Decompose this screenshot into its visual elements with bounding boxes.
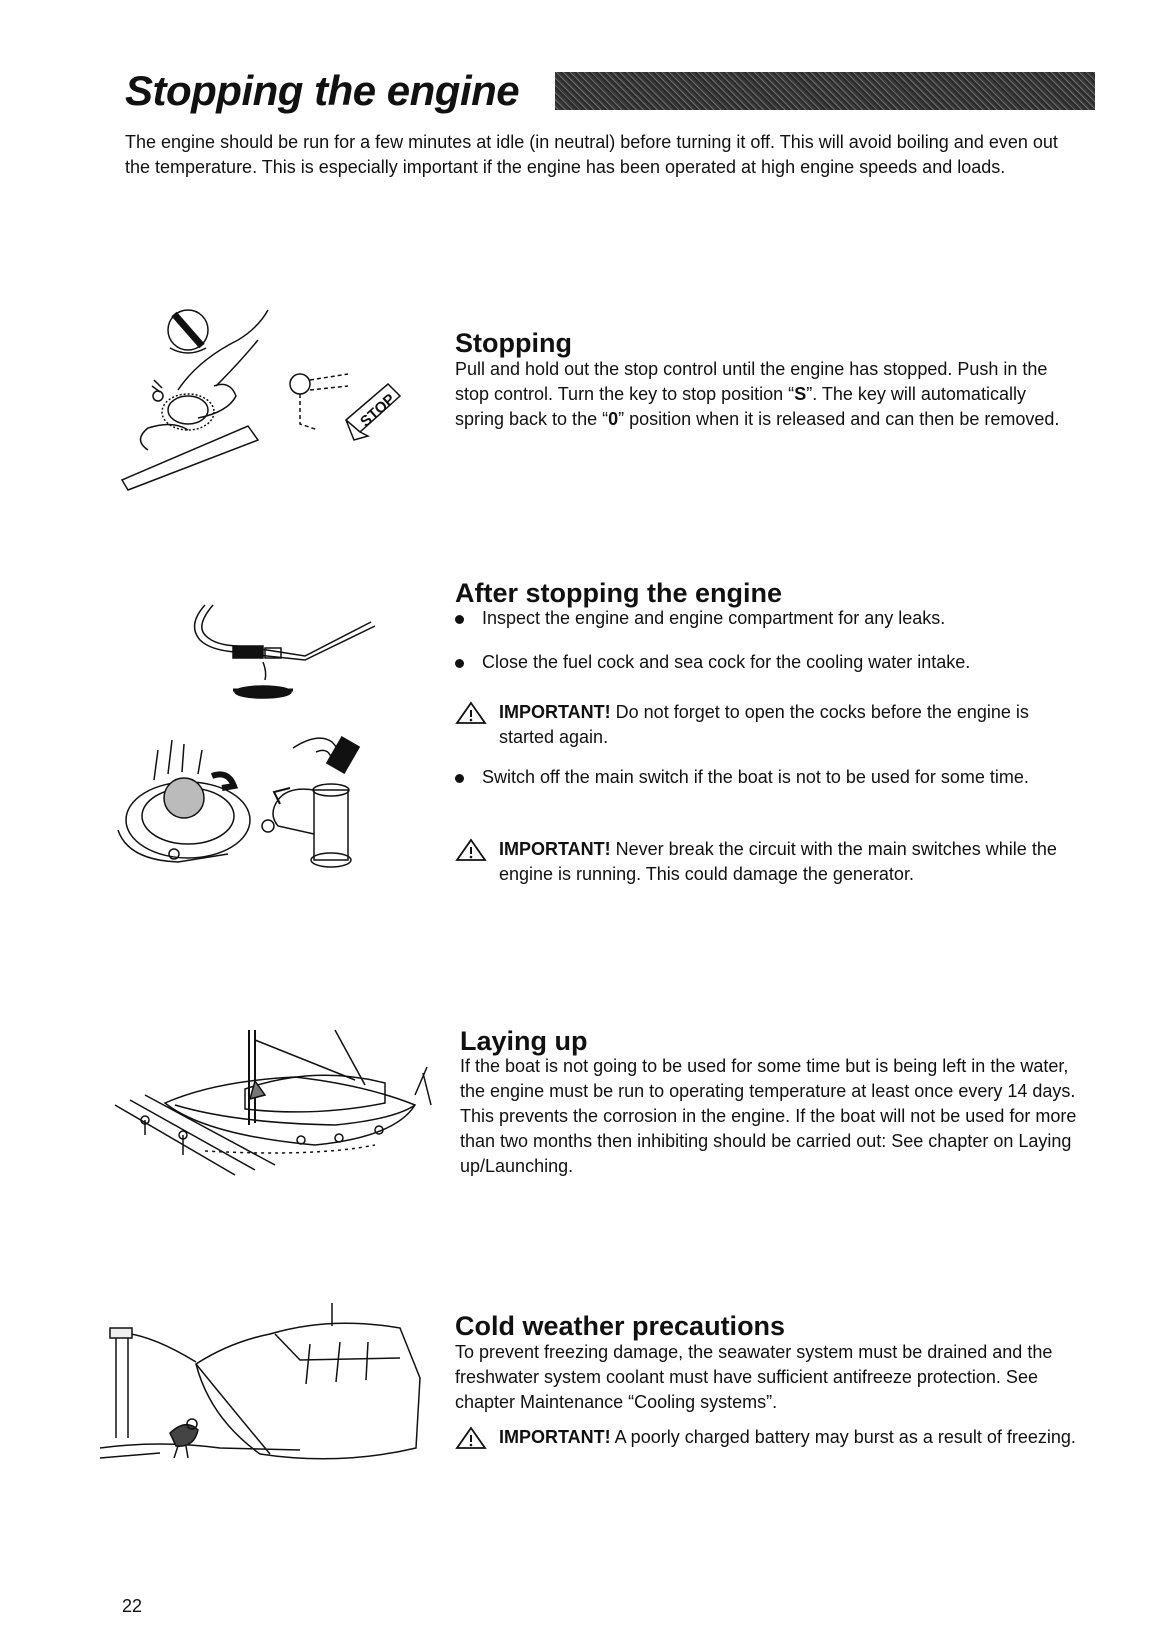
important-label: IMPORTANT! bbox=[499, 839, 611, 859]
main-switch-seacock-illustration bbox=[118, 730, 398, 880]
important-note-3 bbox=[455, 1425, 1109, 1450]
stop-knob-label: STOP bbox=[357, 390, 399, 431]
list-item bbox=[455, 765, 1035, 790]
winter-boat-illustration bbox=[100, 1298, 430, 1483]
key-position-label: 0 bbox=[608, 409, 619, 429]
list-item bbox=[455, 650, 1075, 675]
important-note-2 bbox=[455, 837, 1074, 887]
important-text: A poorly charged battery may burst as a result of freezing. bbox=[610, 1427, 1076, 1447]
section-heading-laying-up: Laying up bbox=[460, 1026, 588, 1056]
section-heading-cold-weather: Cold weather precautions bbox=[455, 1311, 786, 1341]
paragraph-run: Pull and hold out the stop control until the engine has stopped. Push in the stop control. Turn the key to stop position “ bbox=[455, 359, 1048, 404]
warning-triangle-icon bbox=[455, 1426, 487, 1450]
after-stopping-list-2 bbox=[455, 765, 1035, 790]
bullet-icon bbox=[455, 615, 464, 624]
title-decorative-bar bbox=[555, 72, 1095, 110]
fuel-line-illustration bbox=[185, 600, 380, 710]
paragraph-run: ”. The key will automatically spring back to the “ bbox=[455, 384, 1026, 429]
laying-up-paragraph: If the boat is not going to be used for some time but is being left in the water, the engine must be run to operating temperature at least once every 14 days. This prevents the corrosion in the engine. If the boat will not be used for more than two months then inhibiting should be carried out: See chapter on Laying up/Launching. bbox=[460, 1056, 1077, 1176]
paragraph-run: ” position when it is released and can then be removed. bbox=[618, 409, 1060, 429]
important-note-1 bbox=[455, 700, 1074, 750]
important-text: Never break the circuit with the main switches while the engine is running. This could damage the generator. bbox=[499, 839, 1057, 884]
laid-up-boat-illustration bbox=[115, 1025, 445, 1185]
ignition-stop-illustration bbox=[118, 300, 408, 500]
after-stopping-list-1 bbox=[455, 606, 1075, 675]
section-heading-stopping: Stopping bbox=[455, 328, 572, 358]
page-number: 22 bbox=[122, 1596, 143, 1616]
bullet-icon bbox=[455, 774, 464, 783]
stopping-paragraph bbox=[455, 357, 1075, 432]
page-title: Stopping the engine bbox=[125, 67, 520, 114]
cold-weather-paragraph: To prevent freezing damage, the seawater system must be drained and the freshwater system coolant must have sufficient antifreeze protection. See chapter Maintenance “Cooling systems”. bbox=[455, 1342, 1053, 1412]
list-item-text: Inspect the engine and engine compartment for any leaks. bbox=[482, 608, 946, 628]
important-text: Do not forget to open the cocks before the engine is started again. bbox=[499, 702, 1029, 747]
warning-triangle-icon bbox=[455, 838, 487, 862]
list-item-text: Switch off the main switch if the boat is not to be used for some time. bbox=[482, 767, 1029, 787]
warning-triangle-icon bbox=[455, 701, 487, 725]
important-label: IMPORTANT! bbox=[499, 702, 611, 722]
key-position-label: S bbox=[794, 384, 807, 404]
section-heading-after-stopping: After stopping the engine bbox=[455, 578, 782, 608]
important-label: IMPORTANT! bbox=[499, 1427, 611, 1447]
intro-paragraph: The engine should be run for a few minutes at idle (in neutral) before turning it off. This will avoid boiling and even out the temperature. This is especially important if the engine has been operated at high engine speeds and loads. bbox=[125, 132, 1058, 177]
bullet-icon bbox=[455, 659, 464, 668]
list-item-text: Close the fuel cock and sea cock for the cooling water intake. bbox=[482, 652, 971, 672]
list-item bbox=[455, 606, 1075, 631]
